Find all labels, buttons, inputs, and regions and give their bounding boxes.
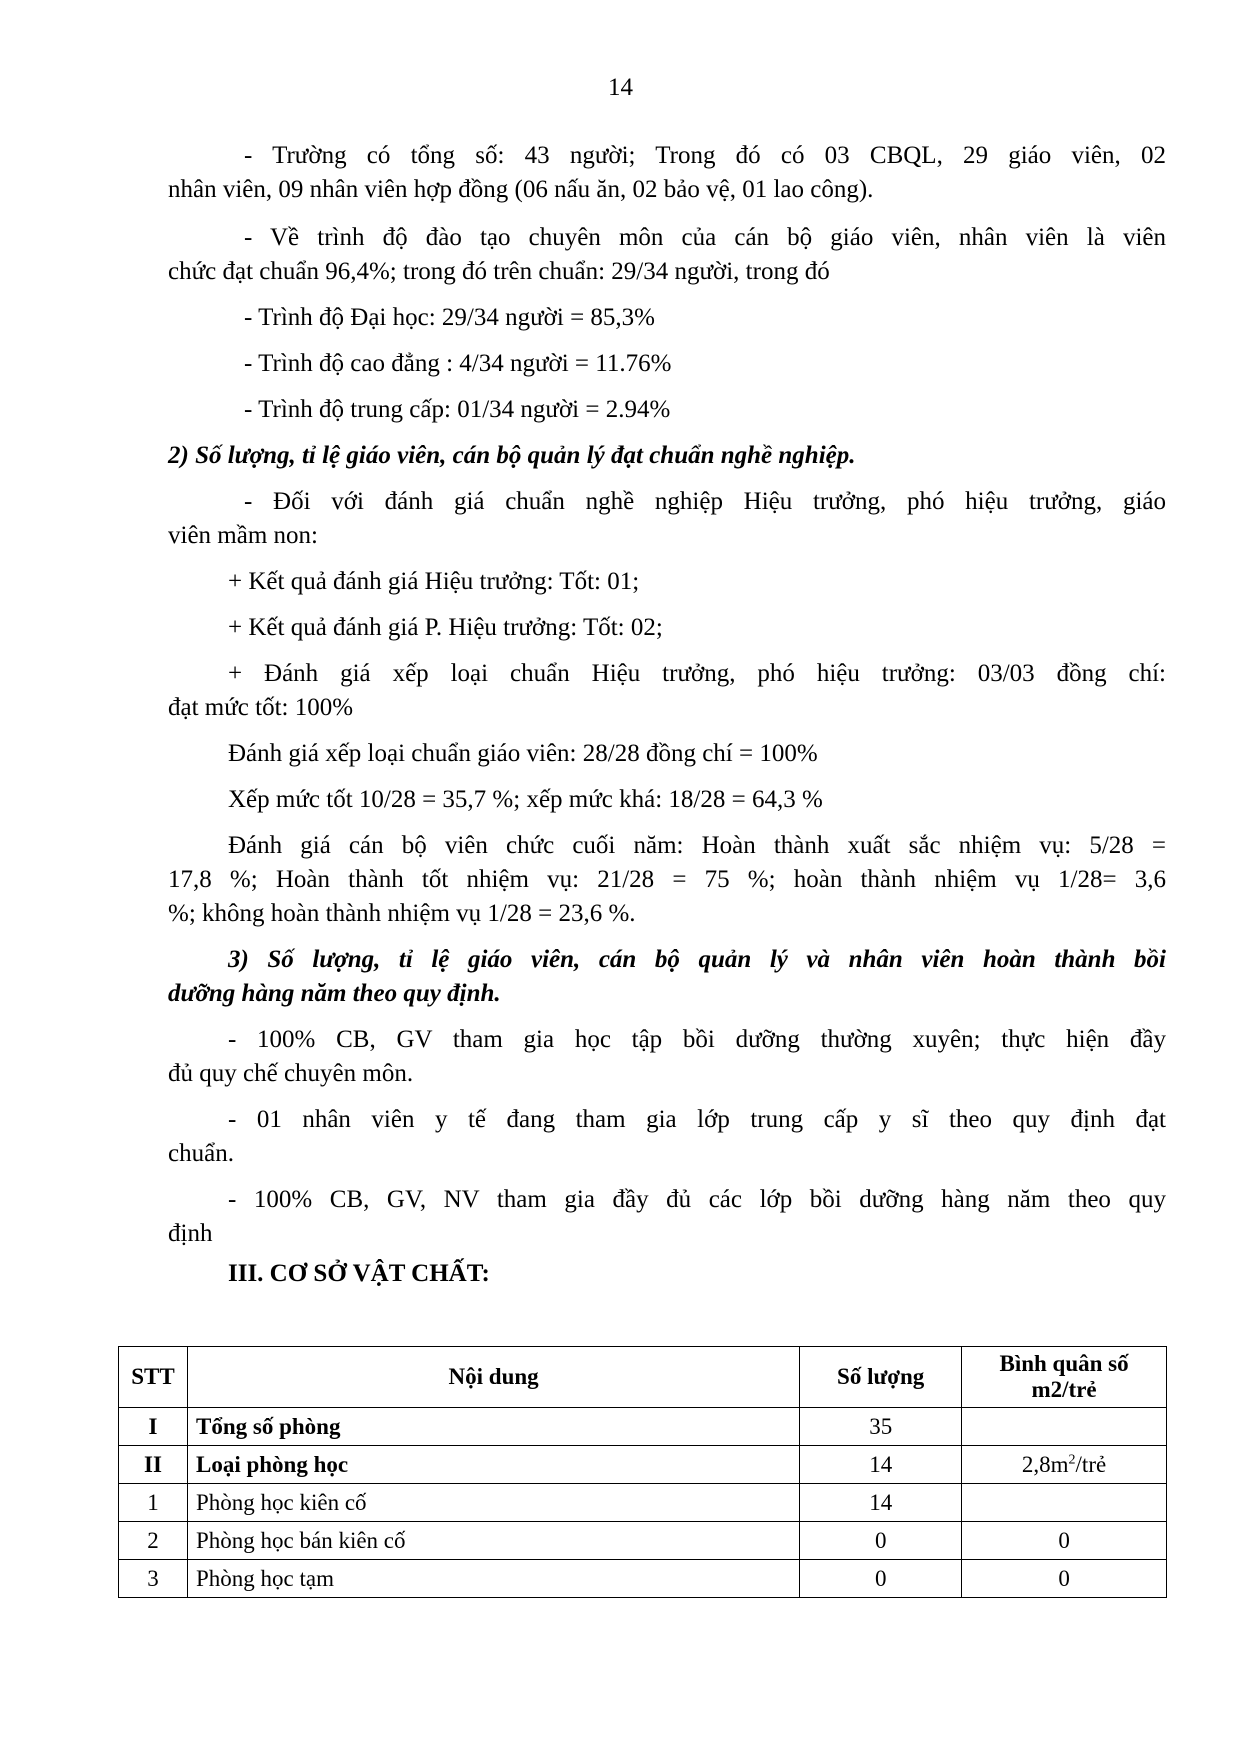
cell-stt: 1: [119, 1484, 188, 1522]
qualification-line-1: - Về trình độ đào tạo chuyên môn của cán bộ giáo viên, nhân viên là viên: [244, 224, 1166, 251]
table-row: [119, 1484, 1167, 1522]
cell-stt: I: [119, 1408, 188, 1446]
facilities-table: [118, 1346, 1167, 1598]
medical-staff-line-2: chuẩn.: [168, 1140, 234, 1167]
university-level-line: - Trình độ Đại học: 29/34 người = 85,3%: [244, 304, 656, 331]
full-training-line-2: định: [168, 1220, 213, 1247]
page-number: 14: [608, 74, 633, 101]
teacher-rating-line: Đánh giá xếp loại chuẩn giáo viên: 28/28 đồng chí = 100%: [228, 740, 818, 767]
table-row: [119, 1522, 1167, 1560]
vice-principal-result-line: + Kết quả đánh giá P. Hiệu trưởng: Tốt: 02;: [228, 614, 663, 641]
cell-quantity: 14: [800, 1484, 962, 1522]
principal-rating-line-1: + Đánh giá xếp loại chuẩn Hiệu trưởng, phó hiệu trưởng: 03/03 đồng chí:: [228, 660, 1166, 687]
qualification-line-2: chức đạt chuẩn 96,4%; trong đó trên chuẩn: 29/34 người, trong đó: [168, 258, 830, 285]
average-value: 2,8m: [1021, 1451, 1069, 1477]
evaluation-intro-line-1: - Đối với đánh giá chuẩn nghề nghiệp Hiệu trưởng, phó hiệu trưởng, giáo: [244, 488, 1166, 515]
training-line-1: - 100% CB, GV tham gia học tập bồi dưỡng thường xuyên; thực hiện đầy: [228, 1026, 1166, 1053]
cell-content: Loại phòng học: [187, 1446, 799, 1484]
year-end-evaluation-line-2: 17,8 %; Hoàn thành tốt nhiệm vụ: 21/28 = 75 %; hoàn thành nhiệm vụ 1/28= 3,6: [168, 866, 1166, 893]
table-header-row: [119, 1347, 1167, 1408]
heading-annual-training-line-1: 3) Số lượng, tỉ lệ giáo viên, cán bộ quản lý và nhân viên hoàn thành bồi: [228, 946, 1166, 973]
college-level-line: - Trình độ cao đẳng : 4/34 người = 11.76%: [244, 350, 672, 377]
average-superscript: 2: [1068, 1451, 1076, 1467]
principal-rating-line-2: đạt mức tốt: 100%: [168, 694, 354, 721]
cell-average: [962, 1484, 1167, 1522]
cell-quantity: 0: [800, 1560, 962, 1598]
evaluation-intro-line-2: viên mầm non:: [168, 522, 318, 549]
table-row: [119, 1408, 1167, 1446]
cell-average: 0: [962, 1560, 1167, 1598]
cell-quantity: 35: [800, 1408, 962, 1446]
cell-average: [962, 1408, 1167, 1446]
principal-result-line: + Kết quả đánh giá Hiệu trưởng: Tốt: 01;: [228, 568, 640, 595]
year-end-evaluation-line-3: %; không hoàn thành nhiệm vụ 1/28 = 23,6 %.: [168, 900, 636, 927]
cell-stt: 3: [119, 1560, 188, 1598]
table-row: [119, 1446, 1167, 1484]
year-end-evaluation-line-1: Đánh giá cán bộ viên chức cuối năm: Hoàn thành xuất sắc nhiệm vụ: 5/28 =: [228, 832, 1166, 859]
header-average-line-2: m2/trẻ: [1031, 1377, 1097, 1402]
cell-content: Phòng học tạm: [187, 1560, 799, 1598]
header-content: Nội dung: [187, 1347, 799, 1408]
staff-total-line-1: - Trường có tổng số: 43 người; Trong đó có 03 CBQL, 29 giáo viên, 02: [244, 142, 1166, 169]
teacher-level-line: Xếp mức tốt 10/28 = 35,7 %; xếp mức khá: 18/28 = 64,3 %: [228, 786, 823, 813]
cell-average: 0: [962, 1522, 1167, 1560]
header-quantity: Số lượng: [800, 1347, 962, 1408]
average-unit: /trẻ: [1075, 1451, 1107, 1477]
table-row: [119, 1560, 1167, 1598]
header-average: [962, 1347, 1167, 1408]
cell-content: Phòng học bán kiên cố: [187, 1522, 799, 1560]
intermediate-level-line: - Trình độ trung cấp: 01/34 người = 2.94%: [244, 396, 671, 423]
cell-stt: II: [119, 1446, 188, 1484]
cell-quantity: 14: [800, 1446, 962, 1484]
cell-stt: 2: [119, 1522, 188, 1560]
header-stt: STT: [119, 1347, 188, 1408]
cell-average: [962, 1446, 1167, 1484]
heading-annual-training-line-2: dưỡng hàng năm theo quy định.: [168, 980, 501, 1007]
training-line-2: đủ quy chế chuyên môn.: [168, 1060, 414, 1087]
heading-facilities: III. CƠ SỞ VẬT CHẤT:: [228, 1260, 490, 1287]
staff-total-line-2: nhân viên, 09 nhân viên hợp đồng (06 nấu ăn, 02 bảo vệ, 01 lao công).: [168, 176, 874, 203]
medical-staff-line-1: - 01 nhân viên y tế đang tham gia lớp trung cấp y sĩ theo quy định đạt: [228, 1106, 1166, 1133]
cell-content: Phòng học kiên cố: [187, 1484, 799, 1522]
heading-professional-standards: 2) Số lượng, tỉ lệ giáo viên, cán bộ quản lý đạt chuẩn nghề nghiệp.: [168, 442, 856, 469]
full-training-line-1: - 100% CB, GV, NV tham gia đầy đủ các lớp bồi dưỡng hàng năm theo quy: [228, 1186, 1166, 1213]
cell-quantity: 0: [800, 1522, 962, 1560]
header-average-line-1: Bình quân số: [999, 1351, 1129, 1376]
cell-content: Tổng số phòng: [187, 1408, 799, 1446]
